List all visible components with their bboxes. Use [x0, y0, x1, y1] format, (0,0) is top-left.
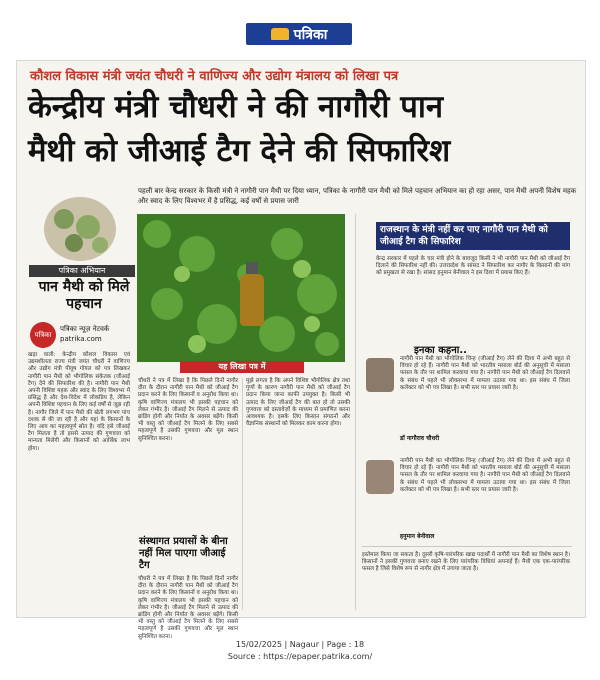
subheading: संस्थागत प्रयासों के बीना नहीं मिल पाएगा जीआई टैग [139, 536, 228, 571]
brand-badge: पत्रिका [30, 322, 56, 348]
campaign-tag: पत्रिका अभियान [29, 265, 135, 277]
lion-emblem-icon [271, 28, 289, 40]
right-box-title: राजस्थान के मंत्री नहीं कर पाए नागौरी पान मैथी को जीआई टैग की सिफारिश [376, 222, 570, 250]
headline [28, 85, 576, 173]
byline-site: patrika.com [60, 335, 102, 343]
article-column-2: चौधरी ने पत्र में लिखा है कि पिछले दिनों नागौर दौरा के दौरान नागौरी पान मैथी को जीआई टैग प्रदान करने के लिए किसानों व अनुरोध किया था। कृषि वाणिज्य मंत्रालय भी इसकी पहचान को लेकर गंभीर है। जीआई टैग मिलने से उत्पाद की ब्रांडिंग होगी और निर्यात के अवसर बढ़ेंगे। किसी भी वस्तु को जीआई टैग मिलने के लिए सबसे महत्वपूर्ण है उसकी गुणवत्ता और मूल स्थान सुनिश्चित करना। [138, 378, 238, 442]
column-divider [355, 214, 356, 610]
headline-line-2: मैथी को जीआई टैग देने की सिफारिश [28, 133, 451, 169]
fenugreek-photo-thumbnail [44, 197, 116, 261]
article-column-2-continued: चौधरी ने पत्र में लिखा है कि पिछले दिनों नागौर दौरा के दौरान नागौरी पान मैथी को जीआई टैग प्रदान करने के लिए किसानों व अनुरोध किया था। कृषि वाणिज्य मंत्रालय भी इसकी पहचान को लेकर गंभीर है। जीआई टैग मिलने से उत्पाद की ब्रांडिंग होगी और निर्यात के अवसर बढ़ेंगे। किसी भी वस्तु को जीआई टैग मिलने के लिए सबसे महत्वपूर्ण है उसकी गुणवत्ता और मूल स्थान सुनिश्चित करना। [138, 576, 238, 640]
person-photo-2 [366, 460, 394, 494]
article-column-3: मुझे लगता है कि अपने विशिष्ट भौगोलिक क्षेत्र तथा गुणों के कारण नागौरी पान मैथी को जीआई टैग प्रदान किया जाना काफी उपयुक्त है। किसी भी उत्पाद के लिए जीआई टैग की बात हो तो उसकी गुणवत्ता को दस्तावेज़ों के माध्यम से प्रमाणित करना आवश्यक है। इसके लिए किसान संगठनों और वैज्ञानिक संस्थानों को मिलकर काम करना होगा। [246, 378, 350, 428]
quotes-heading: इनका कहना.. [414, 345, 467, 356]
source-link[interactable]: Source : https://epaper.patrika.com/ [227, 652, 373, 661]
headline-line-1: केन्द्रीय मंत्री चौधरी ने की नागौरी पान [28, 89, 444, 125]
kicker: कौशल विकास मंत्री जयंत चौधरी ने वाणिज्य और उद्योग मंत्रालय को लिखा पत्र [30, 69, 399, 84]
section-divider [362, 546, 572, 547]
masthead-logo-text: पत्रिका [293, 26, 328, 43]
deck: पहली बार केन्द्र सरकार के किसी मंत्री ने नागौरी पान मैथी पर दिया ध्यान, पत्रिका के नागौरी पान मैथी को मिले पहचान अभियान का हो रहा असर, पान मैथी अपनी विशेष महक और स्वाद के लिए विश्वभर में है प्रसिद्ध, कई वर्षों से प्रयास जारी [138, 187, 577, 205]
byline [60, 324, 140, 344]
masthead-logo [246, 23, 352, 45]
article-column-1: खड़ा वाली: केन्द्रीय कौशल विकास एवं उद्यमशीलता राज्य मंत्री जयंत चौधरी ने वाणिज्य और उद्योग मंत्री पीयूष गोयल को पत्र लिखकर नागौरी पान मैथी को भौगोलिक संकेतक (जीआई टैग) देने की सिफारिश की है। नागौरी पान मैथी अपनी विशिष्ट महक और स्वाद के लिए विश्वभर में प्रसिद्ध है और देश-विदेश में लोकप्रिय है, लेकिन अपनी विशिष्ट पहचान के लिए कई वर्षों से जूझ रही है। नागौर जिले में पान मैथी की खेती लगभग पांच दशक से की जा रही है और यहां के किसानों के लिए आय का महत्वपूर्ण स्रोत है। यदि इसे जीआई टैग मिलता है तो इससे उत्पाद की गुणवत्ता को मान्यता मिलेगी और किसानों को आर्थिक लाभ होगा। [28, 352, 130, 452]
campaign-title: पान मैथी को मिले पहचान [38, 279, 130, 312]
leaves-icon [44, 197, 116, 261]
article-column-6: इस्तेमाल किया जा सकता है। दूसरी कृषि-पारंपरिक खाद्य पदार्थों में नागौरी पान मैथी का विशेष स्थान है। किसानों ने इसकी गुणवत्ता बनाए रखने के लिए पारंपरिक विधियां अपनाई हैं। मैथी एक एक-पारंपरिक फसल है जिसे विशेष रूप से नागौर क्षेत्र में उगाया जाता है। [362, 552, 570, 573]
dateline: 15/02/2025 | Nagaur | Page : 18 [235, 640, 365, 649]
quote-1-text: नागौरी पान मैथी का भौगोलिक चिन्ह (जीआई टैग) लेने की दिशा में अभी बहुत से विचार हो रहे हैं। नागौरी पान मैथी को भारतीय मसाला बोर्ड की अनुसूची में मसाला फसल के तौर पर शामिल करवाया गया है। नागौरी पान मैथी को जीआई टैग दिलवाने के संबंध में पहले भी लोकसभा में मामला उठाया गया था। इस संबंध में जिला कलेक्टर को भी पत्र लिखा है। सभी स्तर पर प्रयास जारी है। [400, 356, 570, 391]
person-photo-1 [366, 358, 394, 392]
methi-bottle-icon [240, 274, 264, 326]
quote-2-name: हनुमान बेनीवाल [400, 533, 435, 540]
photo-caption: यह लिखा पत्र में [180, 361, 304, 373]
quote-1-name: डॉ नागौराव चौधरी [400, 435, 440, 442]
right-box-body: केन्द्र सरकार में पहले के चार मंत्री होने के बावजूद किसी ने भी नागौरी पान मैथी को जीआई टैग दिलाने की सिफारिश नहीं की। उत्तरप्रदेश के सांसद ने सिफारिश कर नागौर के किसानों की मांग को प्रमुखता से रखा है। सांसद हनुमान बेनीवाल ने इस दिशा में प्रयास किए हैं। [376, 256, 570, 277]
byline-name: पत्रिका न्यूज़ नेटवर्क [60, 325, 110, 333]
quote-2-text: नागौरी पान मैथी का भौगोलिक चिन्ह (जीआई टैग) लेने की दिशा में अभी बहुत से विचार हो रहे हैं। नागौरी पान मैथी को भारतीय मसाला बोर्ड की अनुसूची में मसाला फसल के तौर पर शामिल करवाया गया है। नागौरी पान मैथी को जीआई टैग दिलवाने के संबंध में पहले भी लोकसभा में मामला उठाया गया था। इस संबंध में जिला कलेक्टर को भी पत्र लिखा है। सभी स्तर पर प्रयास जारी है। [400, 458, 570, 493]
column-divider [242, 378, 243, 610]
